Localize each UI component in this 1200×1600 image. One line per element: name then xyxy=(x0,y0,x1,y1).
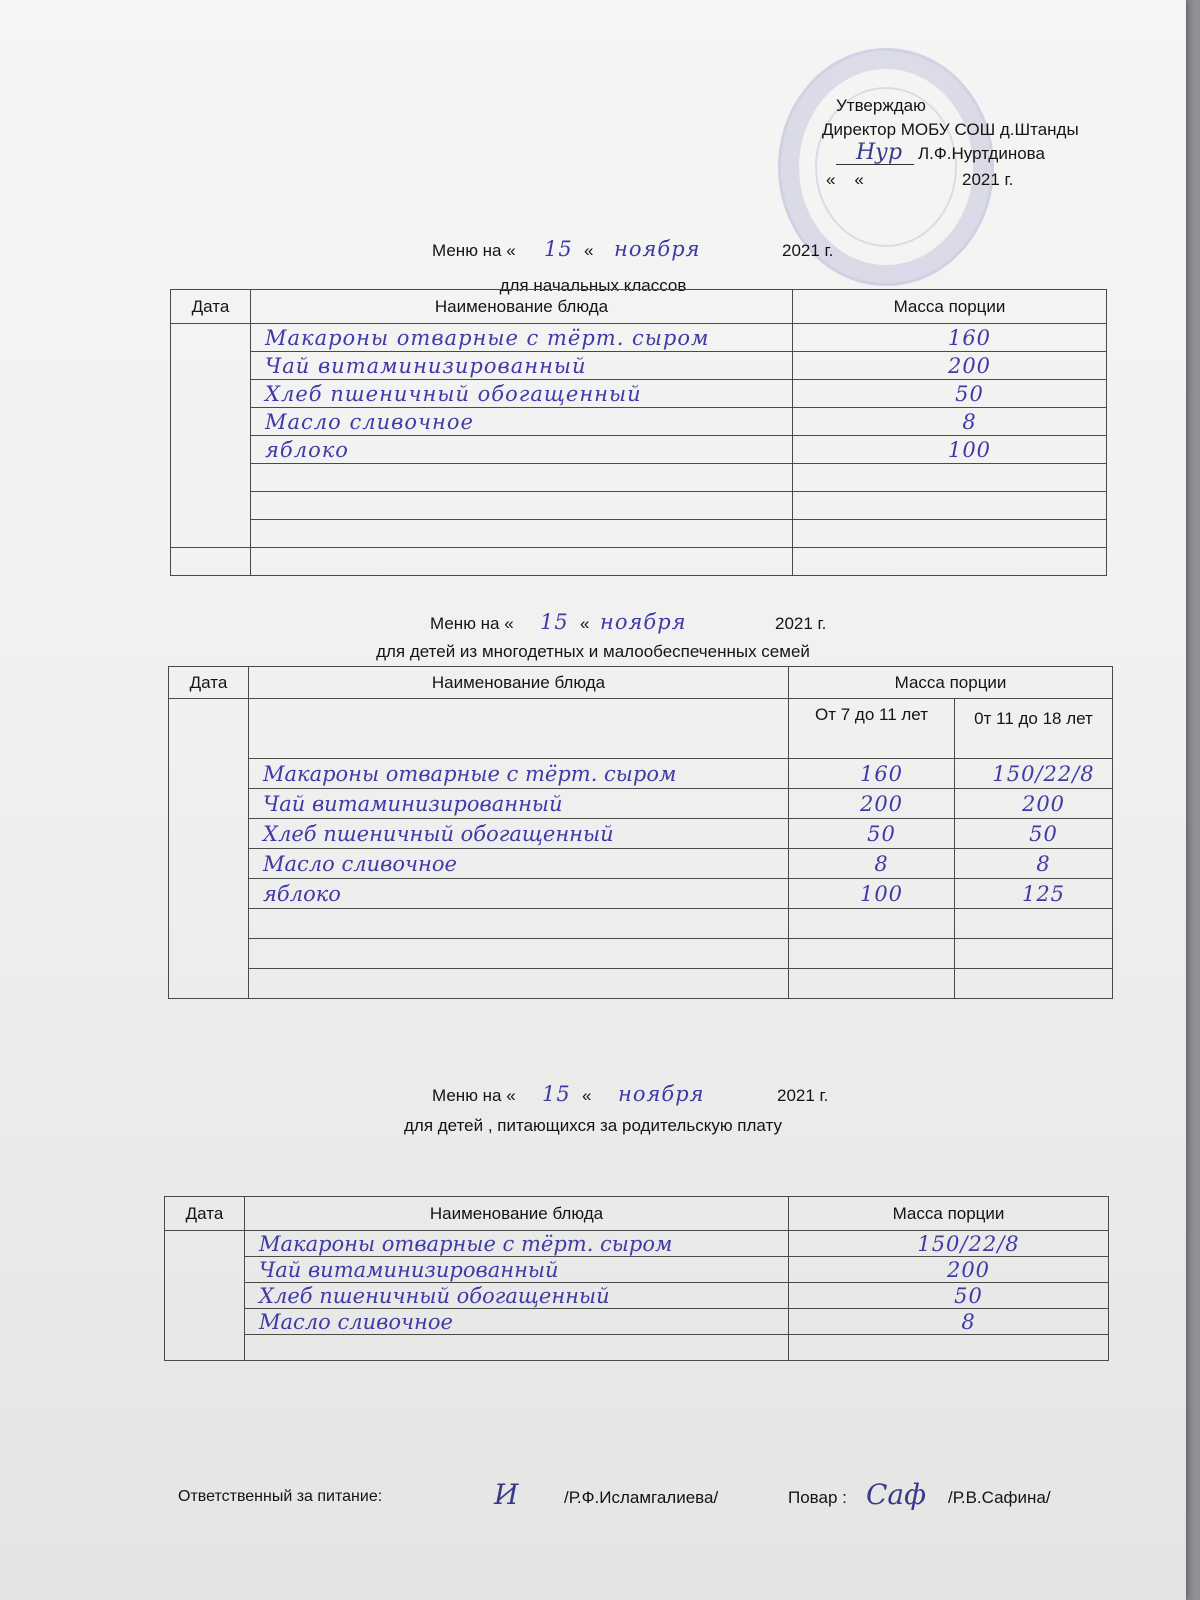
empty-cell xyxy=(251,492,793,520)
approval-name: Л.Ф.Нуртдинова xyxy=(918,144,1045,163)
header-date: Дата xyxy=(171,290,251,324)
menu-1-subtitle: для начальных классов xyxy=(499,276,687,295)
header-mass: Масса порции xyxy=(789,1197,1109,1231)
mass-cell: 160 xyxy=(793,324,1107,352)
dish-cell: яблоко xyxy=(251,436,793,464)
header-date: Дата xyxy=(169,667,249,699)
menu-3-month: ноября xyxy=(618,1082,705,1106)
menu-3-year: 2021 г. xyxy=(777,1086,829,1105)
empty-cell xyxy=(789,969,955,999)
dish-cell: Макароны отварные с тёрт. сыром xyxy=(245,1231,789,1257)
director-signature: Нур xyxy=(856,140,903,165)
dish-cell: Чай витаминизированный xyxy=(249,789,789,819)
cook-label: Повар : xyxy=(788,1488,847,1507)
empty-cell xyxy=(955,939,1113,969)
header-dish: Наименование блюда xyxy=(245,1197,789,1231)
dish-cell: Макароны отварные с тёрт. сыром xyxy=(251,324,793,352)
empty-cell xyxy=(955,969,1113,999)
menu-1-day: 15 xyxy=(544,237,573,261)
mass-cell: 100 xyxy=(789,879,955,909)
menu-2-prefix: Меню на « xyxy=(430,614,514,633)
empty-cell xyxy=(955,909,1113,939)
mass-cell: 8 xyxy=(955,849,1113,879)
menu-2-year: 2021 г. xyxy=(775,614,827,633)
empty-cell xyxy=(251,520,793,548)
empty-cell xyxy=(789,939,955,969)
header-mass: Масса порции xyxy=(789,667,1113,699)
empty-cell xyxy=(789,909,955,939)
empty-cell xyxy=(249,699,789,759)
menu-1-table xyxy=(170,289,1107,576)
signature-line xyxy=(836,140,914,165)
dish-cell: Хлеб пшеничный обогащенный xyxy=(249,819,789,849)
date-cell xyxy=(169,699,249,999)
empty-cell xyxy=(251,464,793,492)
footer-signatures xyxy=(178,1478,1078,1518)
mass-cell: 8 xyxy=(789,1309,1109,1335)
mass-cell: 160 xyxy=(789,759,955,789)
responsible-signature: И xyxy=(494,1478,519,1511)
dish-cell: Масло сливочное xyxy=(249,849,789,879)
mass-cell: 8 xyxy=(793,408,1107,436)
menu-3-subtitle: для детей , питающихся за родительскую плату xyxy=(404,1116,782,1135)
empty-cell xyxy=(793,548,1107,576)
mass-cell: 200 xyxy=(955,789,1113,819)
menu-1-month: ноября xyxy=(614,237,701,261)
dish-cell: Масло сливочное xyxy=(245,1309,789,1335)
date-cell xyxy=(171,324,251,548)
responsible-label: Ответственный за питание: xyxy=(178,1488,383,1505)
menu-2-month: ноября xyxy=(600,610,687,634)
menu-2-day: 15 xyxy=(540,610,569,634)
dish-cell: яблоко xyxy=(249,879,789,909)
dish-cell: Хлеб пшеничный обогащенный xyxy=(245,1283,789,1309)
empty-cell xyxy=(793,520,1107,548)
mass-cell: 8 xyxy=(789,849,955,879)
approval-position: Директор МОБУ СОШ д.Штанды xyxy=(822,120,1079,139)
cook-signature: Саф xyxy=(866,1478,927,1511)
mass-cell: 50 xyxy=(955,819,1113,849)
header-dish: Наименование блюда xyxy=(251,290,793,324)
empty-cell xyxy=(249,909,789,939)
dish-cell: Чай витаминизированный xyxy=(251,352,793,380)
mass-cell: 150/22/8 xyxy=(955,759,1113,789)
menu-1-year: 2021 г. xyxy=(782,241,834,260)
empty-cell xyxy=(793,492,1107,520)
dish-cell: Масло сливочное xyxy=(251,408,793,436)
mass-cell: 125 xyxy=(955,879,1113,909)
mass-cell: 100 xyxy=(793,436,1107,464)
menu-3-quote: « xyxy=(582,1086,592,1105)
mass-cell: 50 xyxy=(793,380,1107,408)
header-dish: Наименование блюда xyxy=(249,667,789,699)
responsible-name: /Р.Ф.Исламгалиева/ xyxy=(564,1488,719,1507)
menu-2-table xyxy=(168,666,1113,999)
header-mass: Масса порции xyxy=(793,290,1107,324)
menu-2-subtitle: для детей из многодетных и малообеспеченных семей xyxy=(376,642,810,661)
mass-cell: 200 xyxy=(789,1257,1109,1283)
menu-1-quote: « xyxy=(584,241,594,260)
dish-cell: Хлеб пшеничный обогащенный xyxy=(251,380,793,408)
menu-3-title xyxy=(432,1082,872,1112)
menu-3-prefix: Меню на « xyxy=(432,1086,516,1105)
empty-cell xyxy=(249,939,789,969)
mass-cell: 150/22/8 xyxy=(789,1231,1109,1257)
menu-1-prefix: Меню на « xyxy=(432,241,516,260)
menu-2-quote: « xyxy=(580,614,590,633)
header-date: Дата xyxy=(165,1197,245,1231)
header-age-11-18: 0т 11 до 18 лет xyxy=(955,699,1113,759)
date-cell xyxy=(165,1231,245,1361)
menu-3-table xyxy=(164,1196,1109,1361)
menu-3-day: 15 xyxy=(542,1082,571,1106)
menu-2-title xyxy=(430,610,870,640)
dish-cell: Макароны отварные с тёрт. сыром xyxy=(249,759,789,789)
menu-1-title xyxy=(432,237,872,267)
empty-cell xyxy=(251,548,793,576)
empty-cell xyxy=(171,548,251,576)
empty-cell xyxy=(793,464,1107,492)
cook-name: /Р.В.Сафина/ xyxy=(948,1488,1051,1507)
approval-date-quotes: « « xyxy=(826,170,864,189)
mass-cell: 50 xyxy=(789,819,955,849)
mass-cell: 50 xyxy=(789,1283,1109,1309)
mass-cell: 200 xyxy=(793,352,1107,380)
empty-cell xyxy=(245,1335,789,1361)
approval-year: 2021 г. xyxy=(962,170,1014,189)
mass-cell: 200 xyxy=(789,789,955,819)
header-age-7-11: От 7 до 11 лет xyxy=(789,699,955,759)
dish-cell: Чай витаминизированный xyxy=(245,1257,789,1283)
empty-cell xyxy=(249,969,789,999)
empty-cell xyxy=(789,1335,1109,1361)
approval-heading: Утверждаю xyxy=(836,96,926,115)
